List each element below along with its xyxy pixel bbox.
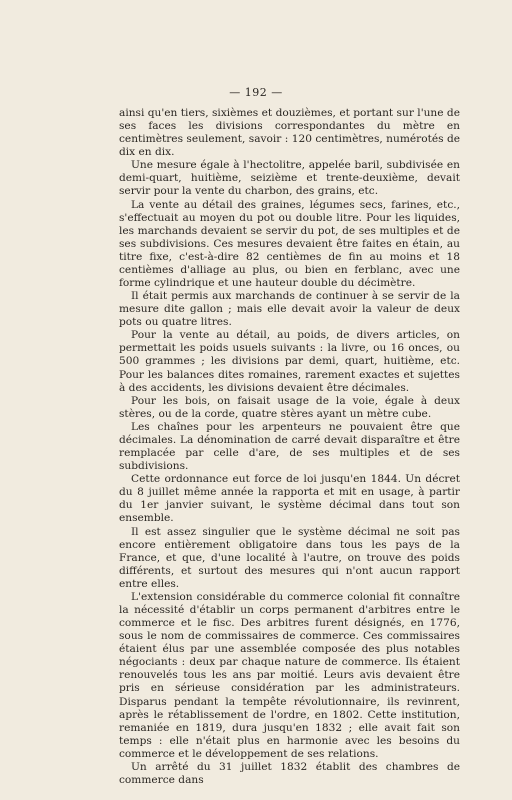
paragraph-5: Pour la vente au détail, au poids, de divers articles, on permettait les poids usuels suivants : la livre, ou 16 onces, ou 500 grammes ; les divisions par demi, quart, huitième, etc. Pour les balances dites romaines, rarement exactes et sujettes à des accidents, les divisions devaient être décimales. <box>119 329 460 394</box>
paragraph-8: Cette ordonnance eut force de loi jusqu'en 1844. Un décret du 8 juillet même année la rapporta et mit en usage, à partir du 1er janvier suivant, le système décimal dans tout son ensemble. <box>119 473 460 525</box>
paragraph-7: Les chaînes pour les arpenteurs ne pouvaient être que décimales. La dénomination de carré devait disparaître et être remplacée par celle d'are, de ses multiples et de ses subdivisions. <box>119 420 460 473</box>
paragraph-2: Une mesure égale à l'hectolitre, appelée baril, subdivisée en demi-quart, huitième, seizième et trente-deuxième, devait servir pour la vente du charbon, des grains, etc. <box>119 159 460 198</box>
paragraph-6: Pour les bois, on faisait usage de la voie, égale à deux stères, ou de la corde, quatre stères ayant un mètre cube. <box>119 394 460 420</box>
paragraph-9: Il est assez singulier que le système décimal ne soit pas encore entièrement obligatoire dans tous les pays de la France, et que, d'une localité à l'autre, on trouve des poids différents, et surtout des mesures qui n'ont aucun rapport entre elles. <box>119 525 460 590</box>
paragraph-11: Un arrêté du 31 juillet 1832 établit des chambres de commerce dans <box>119 760 460 786</box>
page-number: — 192 — <box>229 86 283 99</box>
paragraph-10: L'extension considérable du commerce colonial fit connaître la nécessité d'établir un corps permanent d'arbitres entre le commerce et le fisc. Des arbitres furent désignés, en 1776, sous le nom de commissaires de commerce. Ces commissaires étaient élus par une assemblée composée des plus notables négociants : deux par chaque nature de commerce. Ils étaient renouvelés tous les ans par moitié. Leurs avis devaient être pris en sérieuse considération par les administrateurs. Disparus pendant la tempête révolutionnaire, ils revinrent, après le rétablissement de l'ordre, en 1802. Cette institution, remaniée en 1819, dura jusqu'en 1832 ; elle avait fait son temps : elle n'était plus en harmonie avec les besoins du commerce et le développement de ses relations. <box>119 590 460 760</box>
body-text <box>119 107 460 787</box>
paragraph-3: La vente au détail des graines, légumes secs, farines, etc., s'effectuait au moyen du pot ou double litre. Pour les liquides, les marchands devaient se servir du pot, de ses multiples et de ses subdivisions. Ces mesures devaient être faites en étain, au titre fixe, c'est-à-dire 82 centièmes de fin au moins et 18 centièmes d'alliage au plus, ou bien en ferblanc, avec une forme cylindrique et une hauteur double du décimètre. <box>119 198 460 290</box>
paragraph-4: Il était permis aux marchands de continuer à se servir de la mesure dite gallon ; mais elle devait avoir la valeur de deux pots ou quatre litres. <box>119 290 460 329</box>
paragraph-1: ainsi qu'en tiers, sixièmes et douzièmes, et portant sur l'une de ses faces les divisions correspondantes du mètre en centimètres seulement, savoir : 120 centimètres, numérotés de dix en dix. <box>119 107 460 159</box>
